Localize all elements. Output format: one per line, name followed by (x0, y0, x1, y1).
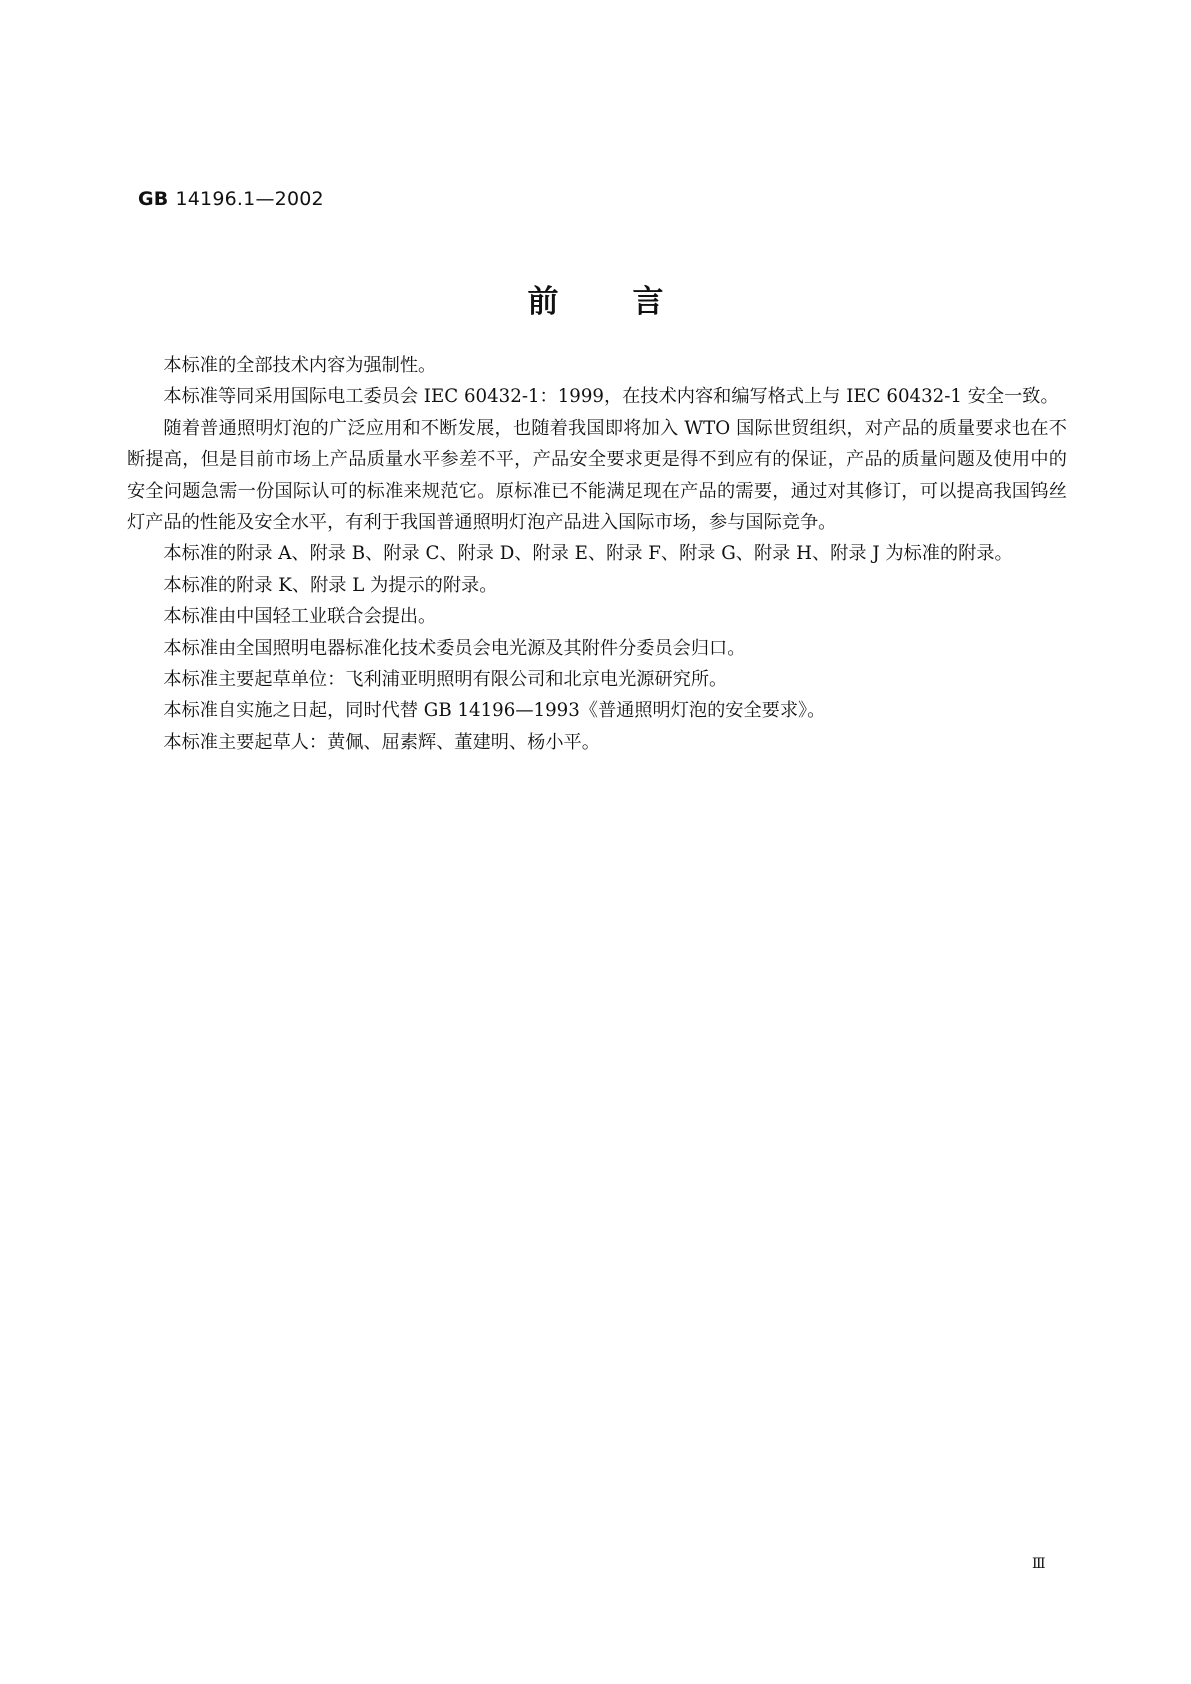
paragraph: 本标准的附录 A、附录 B、附录 C、附录 D、附录 E、附录 F、附录 G、附录 H、附录 J 为标准的附录。 (163, 543, 1013, 565)
page-number: Ⅲ (1032, 1556, 1046, 1572)
standard-number: 14196.1—2002 (175, 188, 324, 210)
standard-code (138, 188, 324, 210)
paragraph: 本标准主要起草单位：飞利浦亚明照明有限公司和北京电光源研究所。 (163, 669, 728, 691)
paragraph: 本标准的附录 K、附录 L 为提示的附录。 (163, 574, 498, 596)
foreword-body (127, 350, 1067, 758)
paragraph: 本标准主要起草人：黄佩、屈素辉、董建明、杨小平。 (163, 731, 600, 753)
standard-prefix: GB (138, 188, 169, 210)
paragraph: 本标准自实施之日起，同时代替 GB 14196—1993《普通照明灯泡的安全要求》。 (163, 700, 826, 722)
page-title: 前言 (527, 284, 738, 320)
paragraph: 本标准由中国轻工业联合会提出。 (163, 606, 437, 628)
paragraph: 本标准由全国照明电器标准化技术委员会电光源及其附件分委员会归口。 (163, 637, 746, 659)
paragraph: 本标准等同采用国际电工委员会 IEC 60432-1：1999，在技术内容和编写格式上与 IEC 60432-1 安全一致。 (163, 386, 1059, 408)
paragraph: 本标准的全部技术内容为强制性。 (163, 355, 437, 376)
paragraph: 随着普通照明灯泡的广泛应用和不断发展，也随着我国即将加入 WTO 国际世贸组织，对产品的质量要求也在不断提高，但是目前市场上产品质量水平参差不平，产品安全要求更是得不到应有的保证，产品的质量问题及使用中的安全问题急需一份国际认可的标准来规范它。原标准已不能满足现在产品的需要，通过对其修订，可以提高我国钨丝灯产品的性能及安全水平，有利于我国普通照明灯泡产品进入国际市场，参与国际竞争。 (127, 417, 1067, 534)
